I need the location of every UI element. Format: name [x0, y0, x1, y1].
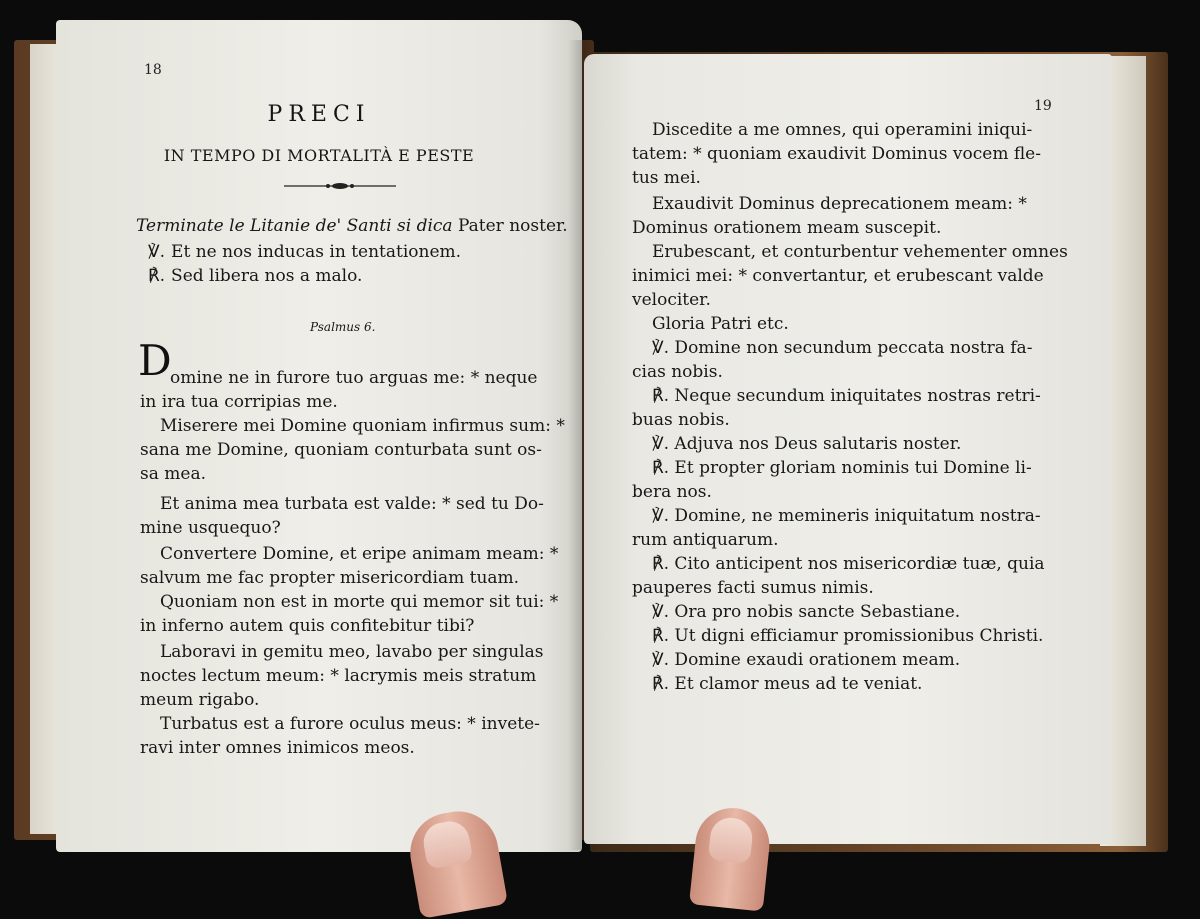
- rubric-end: Pater noster.: [452, 216, 568, 236]
- text-line: Miserere mei Domine quoniam infirmus sum: *: [160, 416, 565, 436]
- left-page: [56, 20, 582, 852]
- psalm-heading: Psalmus 6.: [310, 320, 376, 334]
- ornament-divider-icon: [280, 180, 400, 192]
- text-line: ℟. Cito anticipent nos misericordiæ tuæ, quia: [652, 554, 1045, 574]
- text-line: Quoniam non est in morte qui memor sit tui: *: [160, 592, 559, 612]
- text-line: bera nos.: [632, 482, 712, 502]
- text-line: Erubescant, et conturbentur vehementer omnes: [652, 242, 1068, 262]
- right-page: [584, 54, 1112, 844]
- text-line: ℣. Domine exaudi orationem meam.: [652, 650, 961, 670]
- text-line: ℟. Ut digni efficiamur promissionibus Christi.: [652, 626, 1044, 646]
- text-line: Et anima mea turbata est valde: * sed tu Do-: [160, 494, 544, 514]
- drop-cap: D: [138, 336, 172, 385]
- text-line: Turbatus est a furore oculus meus: * invete-: [160, 714, 540, 734]
- text-line: cias nobis.: [632, 362, 723, 382]
- text-line: velociter.: [632, 290, 711, 310]
- text-line: mine usquequo?: [140, 518, 281, 538]
- text-line: pauperes facti sumus nimis.: [632, 578, 874, 598]
- versicle-line: [148, 242, 461, 262]
- text-line: sa mea.: [140, 464, 206, 484]
- text-line: ℣. Ora pro nobis sancte Sebastiane.: [652, 602, 961, 622]
- page-number: 19: [1034, 98, 1052, 114]
- text-line: salvum me fac propter misericordiam tuam.: [140, 568, 520, 588]
- text-line: Discedite a me omnes, qui operamini iniqui-: [652, 120, 1033, 140]
- text-line: omine ne in furore tuo arguas me: * neque: [170, 368, 538, 388]
- page-subtitle: IN TEMPO DI MORTALITÀ E PESTE: [163, 146, 475, 165]
- text-line: tus mei.: [632, 168, 701, 188]
- rubric-italic: Terminate le Litanie de' Santi si dica: [136, 216, 453, 236]
- text-line: buas nobis.: [632, 410, 730, 430]
- text-line: meum rigabo.: [140, 690, 260, 710]
- page-number: 18: [144, 62, 162, 78]
- text-line: Convertere Domine, et eripe animam meam: *: [160, 544, 559, 564]
- text-line: ℟. Et propter gloriam nominis tui Domine li-: [652, 458, 1032, 478]
- text-line: ravi inter omnes inimicos meos.: [140, 738, 415, 758]
- text-line: ℟. Et clamor meus ad te veniat.: [652, 674, 923, 694]
- text-line: tatem: * quoniam exaudivit Dominus vocem fle-: [632, 144, 1041, 164]
- text-line: Dominus orationem meam suscepit.: [632, 218, 942, 238]
- text-line: Laboravi in gemitu meo, lavabo per singulas: [160, 642, 544, 662]
- page-title: PRECI: [267, 102, 371, 127]
- text-line: Gloria Patri etc.: [652, 314, 789, 334]
- versicle-text: Et ne nos inducas in tentationem.: [171, 242, 462, 262]
- response-text: Sed libera nos a malo.: [171, 266, 363, 286]
- text-line: in inferno autem quis confitebitur tibi?: [140, 616, 475, 636]
- text-line: ℣. Adjuva nos Deus salutaris noster.: [652, 434, 962, 454]
- text-line: Exaudivit Dominus deprecationem meam: *: [652, 194, 1027, 214]
- text-line: noctes lectum meum: * lacrymis meis stratum: [140, 666, 537, 686]
- text-line: sana me Domine, quoniam conturbata sunt os-: [140, 440, 542, 460]
- text-line: ℣. Domine non secundum peccata nostra fa-: [652, 338, 1033, 358]
- text-line: ℟. Neque secundum iniquitates nostras retri-: [652, 386, 1041, 406]
- text-line: rum antiquarum.: [632, 530, 779, 550]
- response-line: [148, 266, 362, 286]
- versicle-symbol: ℣.: [148, 242, 166, 262]
- text-line: inimici mei: * convertantur, et erubescant valde: [632, 266, 1044, 286]
- rubric-line: [136, 216, 568, 236]
- response-symbol: ℟.: [148, 266, 166, 286]
- text-line: in ira tua corripias me.: [140, 392, 338, 412]
- text-line: ℣. Domine, ne memineris iniquitatum nostra-: [652, 506, 1041, 526]
